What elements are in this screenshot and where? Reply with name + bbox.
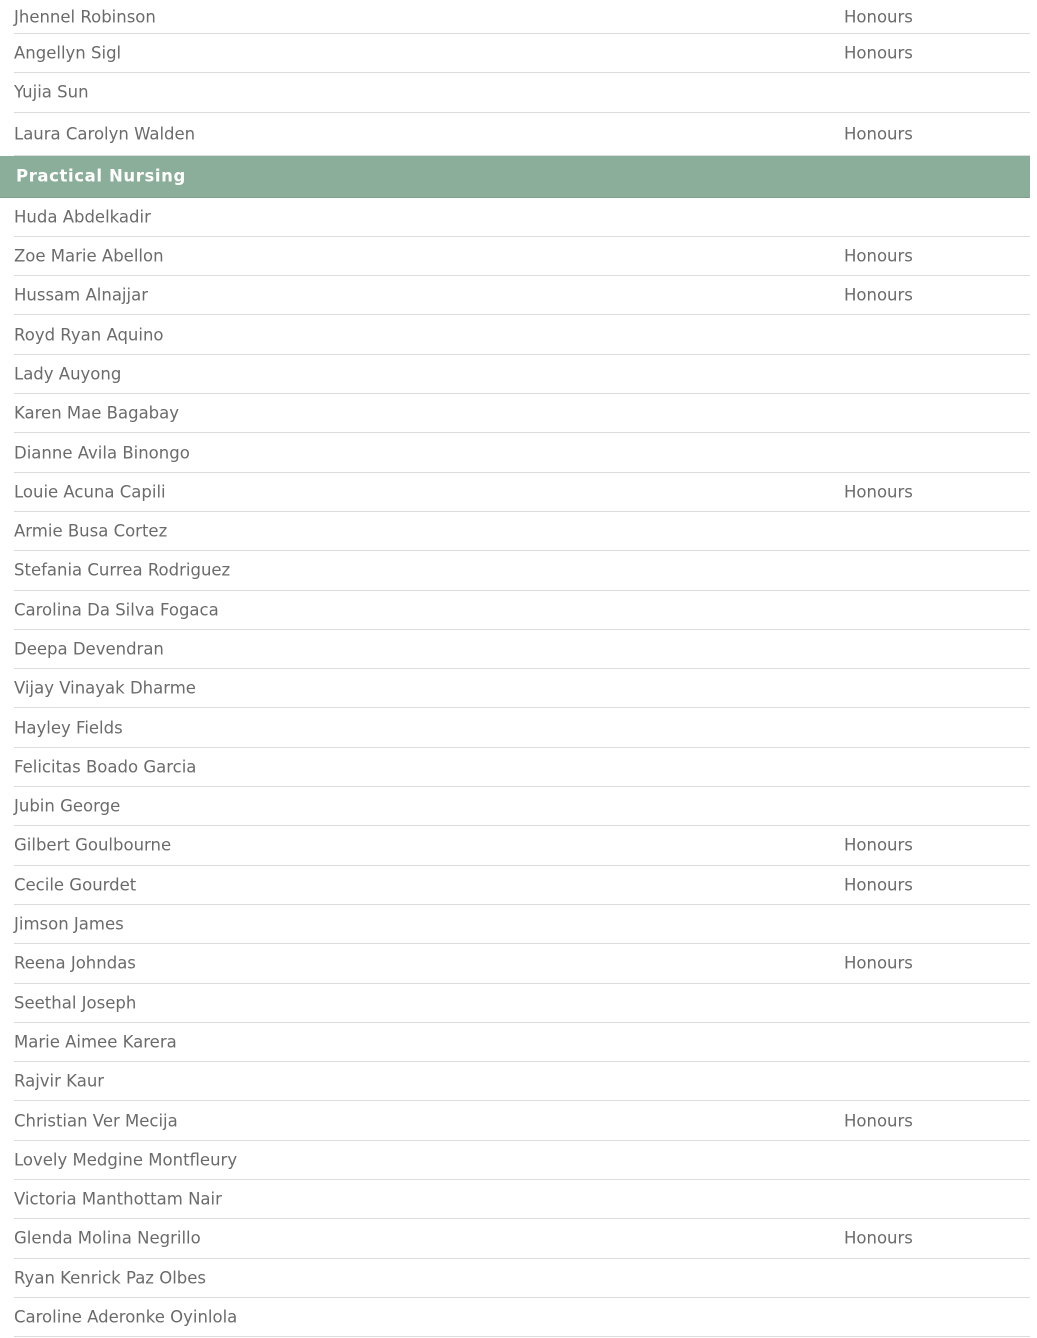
graduate-row	[14, 905, 1030, 944]
graduate-name: Carolina Da Silva Fogaca	[14, 600, 219, 620]
graduate-name: Jhennel Robinson	[14, 7, 156, 26]
graduate-row	[14, 591, 1030, 630]
graduate-name: Angellyn Sigl	[14, 43, 122, 63]
graduate-row	[14, 237, 1030, 276]
graduate-row	[14, 787, 1030, 826]
graduate-name: Vijay Vinayak Dharme	[14, 678, 196, 698]
graduate-name: Karen Mae Bagabay	[14, 403, 180, 423]
graduate-name: Felicitas Boado Garcia	[14, 757, 197, 777]
graduate-row	[14, 866, 1030, 905]
graduate-name: Gilbert Goulbourne	[14, 835, 172, 855]
graduate-row	[14, 1023, 1030, 1062]
graduate-row	[14, 984, 1030, 1023]
graduate-row	[14, 34, 1030, 73]
graduate-name: Hussam Alnajjar	[14, 285, 148, 305]
graduate-row	[14, 394, 1030, 433]
graduate-row	[14, 355, 1030, 394]
graduate-name: Caroline Aderonke Oyinlola	[14, 1307, 238, 1327]
graduate-name: Hayley Fields	[14, 718, 123, 738]
practical-nursing-rows	[0, 198, 1030, 1338]
graduate-name: Seethal Joseph	[14, 993, 137, 1013]
graduate-name: Royd Ryan Aquino	[14, 325, 164, 345]
graduate-name: Victoria Manthottam Nair	[14, 1189, 222, 1209]
graduate-name: Lovely Medgine Montfleury	[14, 1150, 238, 1170]
graduate-row	[14, 1101, 1030, 1140]
program-section-header	[0, 156, 1030, 198]
graduate-name: Christian Ver Mecija	[14, 1111, 178, 1131]
graduate-row	[14, 512, 1030, 551]
graduate-name: Deepa Devendran	[14, 639, 164, 659]
graduate-name: Armie Busa Cortez	[14, 521, 168, 541]
honours-label: Honours	[844, 1228, 913, 1248]
graduate-name: Huda Abdelkadir	[14, 207, 151, 227]
graduate-name: Glenda Molina Negrillo	[14, 1228, 201, 1248]
graduate-row	[14, 0, 1030, 34]
honours-label: Honours	[844, 875, 913, 895]
honours-label: Honours	[844, 953, 913, 973]
program-section-title: Practical Nursing	[16, 166, 186, 186]
graduate-row	[14, 1259, 1030, 1298]
graduate-row	[14, 1141, 1030, 1180]
graduate-name: Lady Auyong	[14, 364, 122, 384]
graduate-row	[14, 708, 1030, 747]
graduate-name: Jimson James	[14, 914, 124, 934]
graduate-row	[14, 113, 1030, 156]
graduate-row	[14, 73, 1030, 112]
honours-label: Honours	[844, 124, 913, 144]
graduate-row	[14, 276, 1030, 315]
graduate-row	[14, 630, 1030, 669]
honours-label: Honours	[844, 835, 913, 855]
graduate-name: Rajvir Kaur	[14, 1071, 105, 1091]
graduate-row	[14, 433, 1030, 472]
honours-label: Honours	[844, 246, 913, 266]
graduate-name: Stefania Currea Rodriguez	[14, 560, 231, 580]
graduate-row	[14, 473, 1030, 512]
graduate-row	[14, 748, 1030, 787]
honours-label: Honours	[844, 1111, 913, 1131]
graduate-name: Ryan Kenrick Paz Olbes	[14, 1268, 207, 1288]
graduate-name: Louie Acuna Capili	[14, 482, 166, 502]
graduate-row	[14, 1219, 1030, 1258]
graduate-row	[14, 1298, 1030, 1337]
graduate-name: Yujia Sun	[14, 82, 89, 102]
honours-label: Honours	[844, 43, 913, 63]
previous-program-rows	[0, 0, 1030, 156]
graduate-row	[14, 551, 1030, 590]
graduate-row	[14, 198, 1030, 237]
graduate-row	[14, 1062, 1030, 1101]
graduate-name: Reena Johndas	[14, 953, 136, 973]
honours-label: Honours	[844, 482, 913, 502]
graduate-row	[14, 1180, 1030, 1219]
graduate-name: Jubin George	[14, 796, 121, 816]
graduate-row	[14, 315, 1030, 354]
honours-label: Honours	[844, 285, 913, 305]
graduate-name: Dianne Avila Binongo	[14, 443, 190, 463]
honours-label: Honours	[844, 7, 913, 26]
graduate-row	[14, 669, 1030, 708]
graduate-name: Laura Carolyn Walden	[14, 124, 196, 144]
graduate-name: Cecile Gourdet	[14, 875, 137, 895]
graduate-name: Marie Aimee Karera	[14, 1032, 177, 1052]
graduate-row	[14, 944, 1030, 983]
graduate-name: Zoe Marie Abellon	[14, 246, 164, 266]
graduate-row	[14, 826, 1030, 865]
